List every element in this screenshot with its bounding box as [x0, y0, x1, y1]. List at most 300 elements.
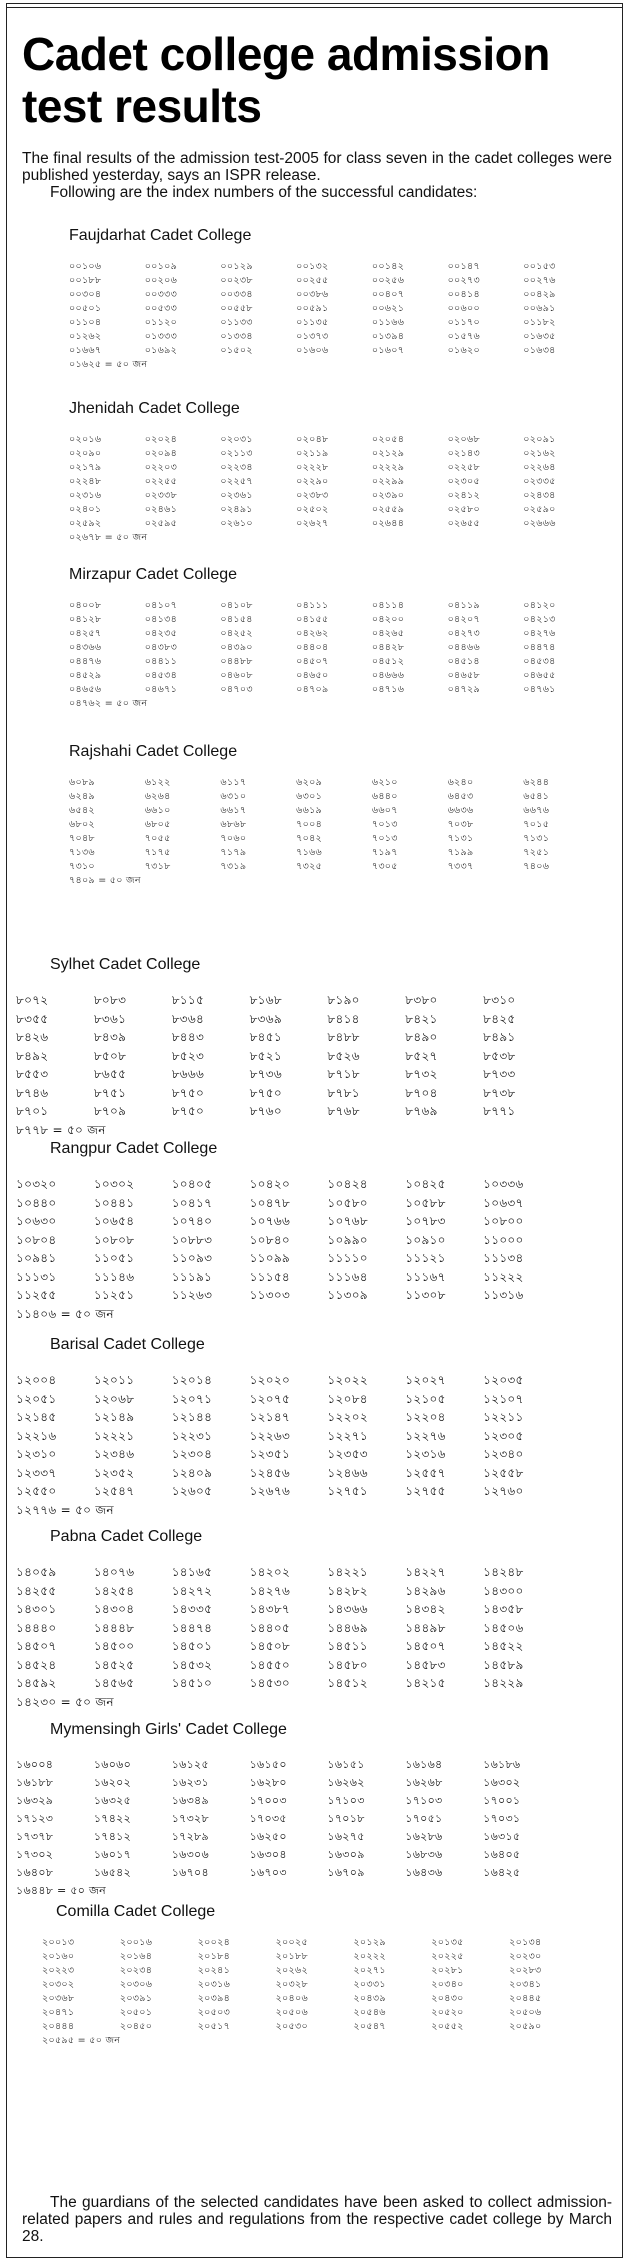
index-number: ৮৭৫০ — [171, 1085, 205, 1100]
index-number: ৮৩৮০ — [405, 993, 438, 1007]
index-number: ২০৩৯১ — [119, 1993, 153, 2004]
index-number: ১৬০০৪ — [16, 1758, 54, 1771]
index-number: ১২৩৪৬ — [93, 1447, 135, 1461]
index-number: ১২৩৫১ — [249, 1447, 291, 1461]
index-number: ০০৫৫৮ — [220, 303, 253, 314]
index-number: ১২৩৪০ — [483, 1447, 524, 1461]
index-number: ২০২৭১ — [353, 1965, 386, 1976]
college-section — [16, 1527, 586, 1711]
index-number: ০২২২৯ — [371, 462, 405, 473]
index-number: ৮৫৫৩ — [16, 1067, 49, 1081]
index-number: ১০৪০৫ — [171, 1177, 213, 1191]
index-number: ৮৭৭১ — [483, 1104, 516, 1118]
index-number: ০২২৫৭ — [220, 476, 253, 487]
index-number: ১২২৬৩ — [249, 1428, 291, 1443]
index-number: ১০৭৬৬ — [249, 1214, 291, 1228]
index-number: ২০২২২ — [353, 1951, 386, 1962]
top-rule — [6, 3, 623, 4]
index-number: ০০৬৯১ — [523, 303, 556, 314]
index-number: ০৪৪৬৬ — [447, 642, 480, 653]
index-number-grid — [16, 1756, 561, 1900]
index-number: ১৪২১৫ — [405, 1676, 446, 1690]
college-name: Pabna Cadet College — [50, 1528, 203, 1545]
index-number: ৮৬৬৬ — [171, 1067, 205, 1081]
college-section — [22, 1902, 592, 2048]
index-number: ১০৮০৮ — [93, 1232, 135, 1247]
index-number: ০২০৫৪ — [371, 434, 405, 445]
index-number: ০২৩৮৩ — [296, 490, 329, 501]
index-number: ১৪৫১২ — [327, 1676, 368, 1690]
index-number: ০৪৬৬৬ — [371, 670, 405, 681]
index-number: ২০১৬০ — [42, 1951, 75, 1962]
index-number: ৮৭০৯ — [93, 1104, 127, 1118]
index-number: ০২৬৪৪ — [371, 518, 405, 529]
index-number: ১৬৭০৯ — [327, 1866, 365, 1879]
index-number: ৮৭৬৯ — [405, 1104, 438, 1118]
index-number: ১৪৫১১ — [327, 1639, 368, 1653]
index-number: ০৪৫০৭ — [296, 656, 329, 667]
index-number: ১৪৩৪২ — [405, 1602, 446, 1616]
index-number: ০৪৩৬৬ — [69, 642, 102, 653]
index-number: ০০৩৮৬ — [296, 289, 329, 300]
index-number: ০২৫০২ — [296, 504, 329, 515]
index-number: ০২৬১০ — [220, 518, 253, 529]
index-number: ১৬২৮৬ — [405, 1830, 443, 1843]
index-number: ৮৪১৪ — [327, 1011, 360, 1026]
index-number-grid — [16, 1563, 561, 1711]
index-number: ১২৫৪৭ — [93, 1484, 135, 1498]
index-number: ১২২৭৬ — [405, 1428, 446, 1443]
index-number: ১২৩০৫ — [483, 1428, 524, 1443]
intro-paragraph: The final results of the admission test-2005 for class seven in the cadet colleges were published yesterday, says an ISPR release. — [22, 150, 612, 184]
college-section — [16, 1335, 586, 1519]
index-number: ০১৫০২ — [220, 345, 253, 356]
index-number: ১৭৪২২ — [93, 1812, 132, 1825]
index-number: ১৭১০৩ — [327, 1794, 365, 1807]
index-number: ১৭৩২৮ — [171, 1812, 209, 1825]
index-number: ০১৬০৭ — [371, 345, 405, 356]
index-number: ৮৪৪৩ — [171, 1030, 205, 1044]
index-number: ১২২৩১ — [171, 1428, 213, 1443]
index-number: ০২১৬২ — [523, 448, 556, 459]
index-number: ১০৮০০ — [483, 1214, 524, 1228]
index-number: ১২৭৫৫ — [405, 1484, 446, 1498]
index-number: ০২১১৩ — [220, 448, 253, 459]
index-number: ১৪২৯৬ — [405, 1583, 446, 1598]
college-name: Sylhet Cadet College — [50, 956, 201, 973]
index-number: ২০৩৯৪ — [197, 1993, 231, 2004]
index-number: ০১১৬৬ — [371, 317, 405, 328]
index-number: ৭৩০৫ — [371, 861, 398, 872]
index-number: ০৪৭১৬ — [371, 684, 405, 695]
index-number: ০২৩০৫ — [447, 476, 480, 487]
index-number: ০১৬০৬ — [296, 345, 329, 356]
index-number: ০৪৬৫০ — [296, 670, 329, 681]
index-number: ১৬৪২৫ — [483, 1866, 521, 1879]
index-number: ৬৮০৫ — [144, 819, 171, 830]
index-number-grid — [42, 1936, 587, 2048]
index-number: ৬১১৭ — [220, 777, 247, 788]
index-number: ১২১৪৫ — [16, 1410, 57, 1424]
college-section — [35, 226, 605, 372]
index-number: ০০৩৩৪ — [220, 289, 253, 300]
index-number: ১০৪২৫ — [405, 1177, 446, 1191]
index-number: ৮৪২১ — [405, 1011, 438, 1026]
index-number: ০০৪২৯ — [523, 289, 556, 300]
index-number: ১১২২২ — [483, 1269, 524, 1284]
index-number: ০৪২৩৫ — [144, 628, 178, 639]
index-number: ২০১২৯ — [353, 1937, 386, 1948]
index-number: ০২০৩১ — [220, 434, 253, 445]
index-number: ১১২৫১ — [93, 1288, 135, 1302]
intro-following: Following are the index numbers of the successful candidates: — [50, 184, 478, 201]
index-number: ৬২১০ — [371, 777, 398, 788]
index-number: ০১৩৯৪ — [371, 331, 405, 342]
index-number: ১৪২২১ — [327, 1565, 368, 1579]
index-number-grid — [16, 991, 561, 1139]
index-number: ০৪১১১ — [296, 600, 329, 611]
index-number: ০১১৩৫ — [296, 317, 329, 328]
index-number: ৬৩০১ — [296, 791, 323, 802]
index-number: ৮৪২৬ — [16, 1030, 49, 1044]
index-number: ০১১২০ — [144, 317, 178, 328]
index-number: ১৬১৫১ — [327, 1758, 365, 1771]
index-number: ৬৫৪২ — [69, 805, 95, 816]
index-number: ৬৬৭৬ — [523, 805, 550, 816]
index-number: ১৪৪৬৯ — [327, 1620, 368, 1635]
index-number: ৮৪৫১ — [249, 1030, 282, 1044]
index-number: ৮৭৮১ — [327, 1085, 360, 1100]
index-number: ১৬২৭৫ — [327, 1830, 365, 1843]
index-number: ২০৩২৮ — [275, 1979, 308, 1990]
index-number: ১২১৪৯ — [93, 1410, 135, 1424]
index-number: ৮৩৬৯ — [249, 1011, 282, 1026]
index-number: ০২৪৩৪ — [523, 490, 556, 501]
index-number: ১২৫৫৮ — [483, 1465, 524, 1480]
index-number: ৭০৬০ — [220, 833, 247, 844]
index-number: ১৪৫২৫ — [93, 1657, 135, 1672]
index-number: ১২৪৫৬ — [249, 1465, 291, 1480]
index-number: ২০৫০১ — [119, 2007, 153, 2018]
index-number: ১৪৩০০ — [483, 1583, 524, 1598]
index-number: ৭৩১০ — [69, 861, 95, 872]
index-number: ০৪৩৮৩ — [144, 642, 178, 653]
index-number: ০৪১২০ — [523, 600, 556, 611]
index-number: ১২০২০ — [249, 1373, 291, 1387]
index-number: ১০৪২৪ — [327, 1177, 368, 1191]
index-number: ১১০৫১ — [93, 1251, 135, 1265]
college-section — [16, 955, 586, 1139]
index-number: ১৭৩০২ — [16, 1848, 54, 1861]
index-number: ০০২৩৮ — [220, 275, 253, 286]
index-number: ০০২৭৩ — [447, 275, 480, 286]
index-number: ১০৭৪০ — [171, 1214, 213, 1228]
index-number: ৮১৯০ — [327, 993, 360, 1007]
index-number: ১৪৫০৬ — [483, 1620, 524, 1635]
index-number: ২০৫৩০ — [275, 2021, 308, 2032]
index-number: ৮০৮৩ — [93, 993, 127, 1007]
index-number: ১১১৯১ — [171, 1269, 213, 1284]
index-number: ০০৩৩৩ — [144, 289, 178, 300]
index-number: ১০৪৪০ — [16, 1195, 57, 1210]
index-number: ০২৪৬১ — [144, 504, 178, 515]
index-number: ২০৩৪০ — [431, 1979, 464, 1990]
index-number: ০০২৫৫ — [296, 275, 329, 286]
index-number: ১০৫৮০ — [327, 1195, 368, 1210]
index-number: ২০৫৯০ — [509, 2021, 542, 2032]
index-number: ২০৪৩০ — [431, 1993, 464, 2004]
index-number: ১৪৩০১ — [16, 1602, 57, 1616]
index-number: ৮১৬৮ — [249, 993, 282, 1007]
index-number: ২০২২৩ — [42, 1965, 75, 1976]
index-number-grid — [69, 599, 599, 711]
index-number: ১৭০০১ — [483, 1794, 521, 1807]
index-number: ১৬২৩১ — [171, 1776, 209, 1789]
index-number-grid — [69, 260, 599, 372]
index-number: ১৪২২৭ — [405, 1565, 446, 1579]
index-number: ৮৭৫১ — [93, 1085, 127, 1100]
index-number: ১৪৫৬৫ — [93, 1676, 135, 1690]
index-number: ০২৩৯০ — [371, 490, 405, 501]
index-number: ০৪৭৬১ — [523, 684, 556, 695]
index-number: ১২০১১ — [93, 1373, 135, 1387]
index-number: ৮১১৫ — [171, 993, 205, 1007]
index-number: ১২০০৪ — [16, 1373, 57, 1387]
index-number: ২০৩১৬ — [197, 1979, 231, 1990]
index-number: ১১৩০৮ — [405, 1288, 446, 1302]
index-number: ০২২৯০ — [296, 476, 329, 487]
index-number: ১১১৩১ — [16, 1269, 57, 1284]
index-number: ১৪৪০৫ — [249, 1620, 291, 1635]
index-number: ৬২০৯ — [296, 777, 323, 788]
index-number: ১৪৫০৭ — [405, 1639, 446, 1653]
total-count: ১২৭৭৬ = ৫০ জন — [16, 1502, 114, 1517]
closing-block — [22, 2194, 612, 2245]
index-number: ১০৯১০ — [405, 1232, 446, 1247]
index-number: ২০০১৩ — [42, 1937, 75, 1948]
index-number: ২০৪৫০ — [119, 2021, 153, 2032]
index-number: ০২৫৮০ — [447, 504, 480, 515]
index-number: ১১১৫৪ — [249, 1269, 290, 1284]
total-count: ১১৪০৬ = ৫০ জন — [16, 1306, 114, 1321]
index-number: ১৪৫৩০ — [249, 1676, 291, 1690]
index-number: ০০১৩২ — [296, 261, 329, 272]
index-number: ১৪২০২ — [249, 1565, 291, 1579]
index-number: ০০১০৯ — [144, 261, 178, 272]
index-number: ২০২৮৩ — [509, 1965, 542, 1976]
index-number: ০৪৬০৮ — [220, 670, 253, 681]
index-number: ৮৫২৭ — [405, 1048, 438, 1063]
index-number: ০৪৫২৯ — [69, 670, 102, 681]
index-number: ০২৩১৬ — [69, 490, 102, 501]
index-number: ৮৪৩৯ — [93, 1030, 127, 1044]
index-number: ৭১৯৭ — [371, 847, 398, 858]
index-number: ১৬৩০৬ — [171, 1848, 209, 1861]
index-number: ১২৪০৯ — [171, 1465, 213, 1480]
index-number: ১১৩০৩ — [249, 1288, 291, 1302]
index-number: ২০৩৪১ — [509, 1979, 542, 1990]
index-number: ২০২৬২ — [275, 1965, 308, 1976]
index-number: ১০৬৩৭ — [483, 1195, 524, 1210]
index-number: ১৭০১৮ — [327, 1812, 365, 1825]
headline: Cadet college admission test results — [22, 28, 550, 132]
index-number: ০২২৯৯ — [371, 476, 405, 487]
index-number: ০০২০৬ — [144, 275, 178, 286]
index-number: ০৪০০৮ — [69, 600, 102, 611]
index-number: ০০২৭৬ — [523, 275, 556, 286]
index-number: ৮৪৯২ — [16, 1048, 49, 1063]
index-number: ১৬০১৭ — [93, 1848, 132, 1861]
index-number: ১৪৫১০ — [171, 1676, 213, 1690]
index-number: ১১২৬৩ — [171, 1288, 213, 1302]
total-count: ৭৪০৯ = ৫০ জন — [69, 875, 141, 886]
index-number: ২০২৩০ — [509, 1951, 542, 1962]
index-number: ১১৩০৯ — [327, 1288, 368, 1302]
index-number: ১২১৪৪ — [171, 1410, 213, 1424]
index-number: ০৪১৩৪ — [144, 614, 178, 625]
index-number: ১৬০৬০ — [93, 1758, 132, 1771]
index-number: ৮৪২৫ — [483, 1011, 516, 1026]
index-number: ১৪৫৮০ — [327, 1657, 368, 1672]
index-number: ১২৩০৪ — [171, 1447, 213, 1461]
index-number: ০১১৩৩ — [220, 317, 253, 328]
index-number: ২০৪৪৫ — [509, 1993, 542, 2004]
index-number: ০২৪১২ — [447, 490, 480, 501]
index-number: ১১২৫৫ — [16, 1288, 57, 1302]
index-number: ১০৫৮৮ — [405, 1195, 446, 1210]
college-section — [35, 565, 605, 711]
index-number: ০০১৮৮ — [69, 275, 102, 286]
index-number: ০৪৫১৪ — [447, 656, 480, 667]
index-number: ১০৪২০ — [249, 1177, 291, 1191]
index-number: ১২৩১৬ — [405, 1447, 446, 1461]
index-number: ০৪৪৭৪ — [523, 642, 556, 653]
index-number: ১০৭৬৮ — [327, 1214, 368, 1228]
index-number: ১০৮০৪ — [16, 1232, 57, 1247]
index-number: ১১১৬৪ — [327, 1269, 368, 1284]
index-number: ৭৩১৮ — [144, 861, 171, 872]
index-number: ০১৩৩৪ — [220, 331, 253, 342]
index-number: ৬৬১০ — [144, 805, 171, 816]
index-number-grid — [69, 433, 599, 545]
index-number: ২০৩০২ — [42, 1979, 75, 1990]
index-number: ০২০৯৪ — [144, 448, 178, 459]
index-number: ৭০৫৫ — [144, 833, 171, 844]
index-number: ১৪৫৩২ — [171, 1657, 213, 1672]
index-number: ১৪২৫৫ — [16, 1583, 57, 1598]
index-number: ৬২৪৯ — [69, 791, 95, 802]
index-number: ০১৬৯২ — [144, 345, 178, 356]
index-number: ০৪৩৯০ — [220, 642, 253, 653]
college-section — [16, 1139, 586, 1323]
index-number: ০৪১৫৪ — [220, 614, 253, 625]
index-number: ১৪০৫৯ — [16, 1565, 57, 1579]
index-number: ১১১৩৪ — [483, 1251, 524, 1265]
index-number: ১২৭৫১ — [327, 1484, 368, 1498]
index-number: ১৭০৩১ — [483, 1812, 521, 1825]
index-number: ১৪৩৫৮ — [483, 1602, 524, 1616]
college-name: Rajshahi Cadet College — [69, 743, 238, 760]
college-section — [35, 399, 605, 545]
index-number: ১৬২৬৮ — [405, 1776, 443, 1789]
index-number: ০০৬০০ — [447, 303, 480, 314]
index-number: ১১১২১ — [405, 1251, 446, 1265]
college-name: Comilla Cadet College — [56, 1903, 216, 1920]
index-number: ০৪৫১২ — [371, 656, 405, 667]
index-number: ০২৫৯৫ — [144, 518, 178, 529]
index-number: ১০৯৯০ — [327, 1232, 368, 1247]
index-number: ০৪২৭৩ — [447, 628, 480, 639]
index-number: ০৪৪২৮ — [371, 642, 405, 653]
index-number: ১৭০৩৫ — [249, 1812, 287, 1825]
index-number: ১৪৫০০ — [93, 1639, 135, 1653]
index-number: ২০৩০৬ — [119, 1979, 153, 1990]
index-number: ২০৫০৩ — [197, 2007, 231, 2018]
college-name: Jhenidah Cadet College — [69, 400, 240, 417]
index-number: ৮৪৯১ — [483, 1030, 516, 1044]
index-number: ৭৪০৬ — [523, 861, 550, 872]
college-section — [35, 742, 605, 888]
index-number: ৮৪৯০ — [405, 1030, 438, 1044]
college-name: Rangpur Cadet College — [50, 1140, 218, 1157]
index-number: ০১১০৪ — [69, 317, 102, 328]
total-count: ০২৬৭৮ = ৫০ জন — [69, 532, 148, 543]
index-number: ০৪২০০ — [371, 614, 405, 625]
index-number: ৭১৭৯ — [220, 847, 247, 858]
index-number: ৭৩৩৭ — [447, 861, 474, 872]
index-number: ১৬৩১৫ — [483, 1830, 521, 1843]
index-number: ৬৬০৭ — [371, 805, 398, 816]
index-number: ৮৭৬০ — [249, 1104, 282, 1118]
index-number: ১৪৪৭৪ — [171, 1620, 213, 1635]
index-number: ১০৩৩৬ — [483, 1177, 524, 1191]
index-number: ১৬৪৩৬ — [405, 1866, 443, 1879]
index-number: ১৬২৫০ — [249, 1830, 287, 1843]
index-number: ২০৪৩৯ — [353, 1993, 386, 2004]
index-number: ০৪৬৫৫ — [523, 670, 556, 681]
index-number: ০৪১১৪ — [371, 600, 405, 611]
index-number: ১২২১৬ — [16, 1428, 57, 1443]
index-number: ০২২৫৮ — [447, 462, 480, 473]
top-rule-inner — [6, 7, 623, 8]
index-number: ৮৫০৮ — [93, 1048, 127, 1063]
index-number: ১৪০৭৬ — [93, 1565, 135, 1579]
index-number: ০৪১০৮ — [220, 600, 253, 611]
index-number: ০৪২৫৭ — [69, 628, 102, 639]
index-number: ৮৭১৮ — [327, 1067, 360, 1081]
index-number: ১৪৫০৭ — [16, 1639, 57, 1653]
index-number: ৬২৬৪ — [144, 791, 171, 802]
index-number: ০১৬৬৭ — [69, 345, 102, 356]
index-number: ১২০৭১ — [171, 1391, 213, 1406]
index-number: ০০১৫৩ — [523, 261, 556, 272]
index-number: ০৪২০৭ — [447, 614, 480, 625]
index-number: ০৪২৬২ — [296, 628, 329, 639]
index-number: ১৬১৬৪ — [405, 1758, 443, 1771]
index-number: ১৬৩৪৯ — [171, 1794, 209, 1807]
index-number: ১৭১২৩ — [16, 1812, 54, 1825]
index-number: ০৪৭০৩ — [220, 684, 253, 695]
index-number: ১২০২৭ — [405, 1373, 446, 1387]
index-number: ৮৬৫৫ — [93, 1067, 127, 1081]
index-number: ০২৩৩৫ — [523, 476, 556, 487]
index-number: ০১৬৩৫ — [523, 331, 556, 342]
index-number: ০১৬৩৪ — [523, 345, 556, 356]
index-number: ১২২২১ — [93, 1428, 135, 1443]
index-number: ৮৩৬১ — [93, 1011, 127, 1026]
index-number: ০০৬২১ — [371, 303, 405, 314]
index-number: ১২২১১ — [483, 1410, 524, 1424]
